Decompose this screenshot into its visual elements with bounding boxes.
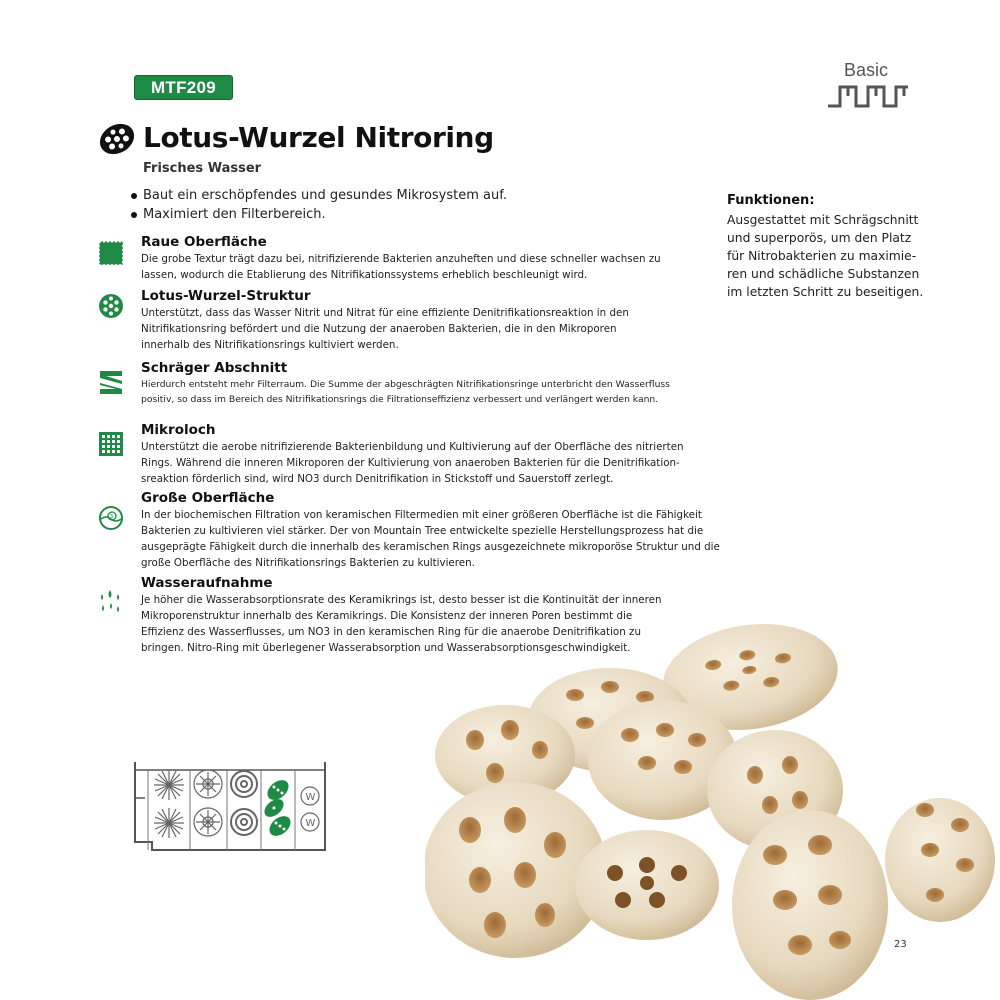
feature-text: Hierdurch entsteht mehr Filterraum. Die Summe der abgeschrägten Nitrifikationsringe unterbricht den Wasserfluss positiv, so dass im Bereich des Nitrifikationsrings die Filtrationseffizienz verbessert und verlängert werden kann. (141, 379, 670, 405)
product-code-badge: MTF209 (134, 75, 233, 100)
feature-title: Große Oberfläche (141, 490, 275, 506)
ceramic-ring (575, 830, 719, 940)
water-filter-icon (301, 787, 319, 831)
svg-text:W: W (305, 792, 316, 803)
svg-text:W: W (305, 818, 316, 829)
feature-text: Die grobe Textur trägt dazu bei, nitrifizierende Bakterien anzuheften und diese schneller wachsen zu lassen, wodurch die Etablierung des Nitrifikationssystems erheblich beschleunigt wird. (141, 253, 661, 281)
ceramic-ring (732, 810, 888, 1000)
water-absorption-icon (98, 588, 124, 614)
functions-title: Funktionen: (727, 193, 815, 208)
lotus-title-icon (98, 122, 136, 156)
page-title: Lotus-Wurzel Nitroring (143, 121, 494, 154)
svg-text:S: S (110, 514, 114, 520)
slanted-cut-icon (98, 369, 124, 395)
bullet-item: Baut ein erschöpfendes und gesundes Mikrosystem auf. (131, 188, 507, 203)
bullet-item: Maximiert den Filterbereich. (131, 207, 326, 222)
product-photo (425, 615, 1000, 1000)
category-basic (826, 60, 910, 110)
micro-hole-icon (98, 431, 124, 457)
feature-title: Raue Oberfläche (141, 234, 267, 250)
spiral-filter-icon (231, 771, 257, 835)
feature-title: Wasseraufnahme (141, 575, 273, 591)
large-surface-icon (98, 505, 124, 531)
flower-filter-icon (194, 770, 222, 836)
functions-text: Ausgestattet mit Schrägschnitt und superporös, um den Platz für Nitrobakterien zu maximie- ren und schädliche Substanzen im letzten Schritt zu beseitigen. (727, 213, 924, 299)
filter-layout-diagram (132, 760, 328, 855)
rough-surface-icon (98, 240, 124, 266)
feature-text: In der biochemischen Filtration von keramischen Filtermedien mit einer größeren Oberfläche ist die Fähigkeit Bakterien zu kultivieren viel stärker. Der von Mountain Tree entwickelte spezielle Herstellungsprozess hat die ausgeprägte Fähigkeit durch die innerhalb des keramischen Rings ausgezeichnete mikroporöse Struktur und die große Oberfläche des Nitrifikationsrings Bakterien zu kultivieren. (141, 509, 720, 569)
sponge-filter-icon (154, 770, 184, 838)
feature-text: Je höher die Wasserabsorptionsrate des Keramikrings ist, desto besser ist die Kontinuität der inneren Mikroporenstruktur innerhalb des Keramikrings. Die Konsistenz der inneren Poren bestimmt die Effizienz des Wasserflusses, um NO3 in den keramischen Ring für die anaerobe Denitrifikation zu bringen. Nitro-Ring mit überlegener Wasserabsorption und Wasserabsorptionsgeschwindigkeit. (141, 594, 662, 654)
feature-title: Schräger Abschnitt (141, 360, 288, 376)
lotus-root-icon (98, 293, 124, 319)
page-subtitle: Frisches Wasser (143, 161, 262, 176)
bullet-dot-icon (131, 212, 137, 218)
page-number: 23 (894, 939, 907, 950)
feature-text: Unterstützt, dass das Wasser Nitrit und Nitrat für eine effiziente Denitrifikationsreaktion in den Nitrifikationsring befördert und die Nutzung der anaeroben Bakterien, die in den Mikroporen innerhalb des Nitrifikationsrings kultiviert werden. (141, 307, 629, 351)
category-label: Basic (844, 60, 889, 80)
ceramic-ring (885, 798, 995, 922)
feature-text: Unterstützt die aerobe nitrifizierende Bakterienbildung und Kultivierung auf der Oberfläche des nitrierten Rings. Während die inneren Mikroporen der Kultivierung von anaeroben Bakterien für die Denitrifikation- sreaktion förderlich sind, wird NO3 durch Denitrifikation in Stickstoff und Sauerstoff zerlegt. (141, 441, 684, 485)
bullet-dot-icon (131, 193, 137, 199)
feature-title: Lotus-Wurzel-Struktur (141, 288, 311, 304)
feature-title: Mikroloch (141, 422, 216, 438)
nitroring-filter-icon (261, 776, 294, 840)
